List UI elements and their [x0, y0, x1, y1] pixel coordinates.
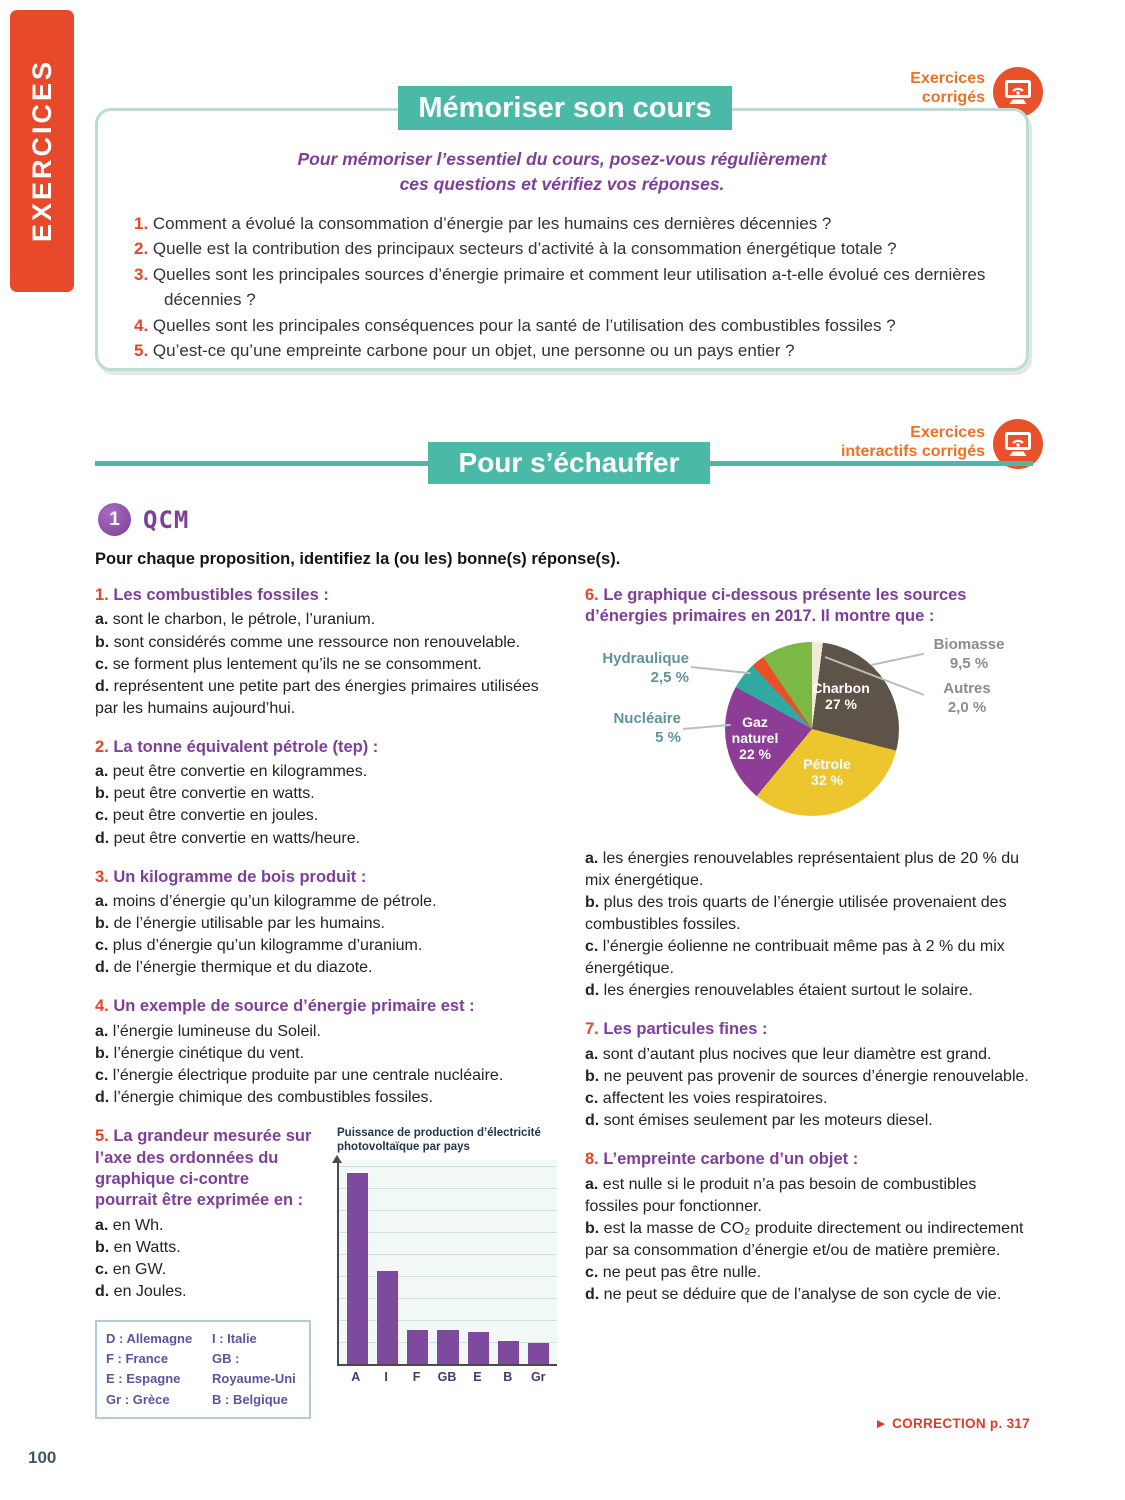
- qcm-option: d. en Joules.: [95, 1283, 187, 1301]
- legend-column: [212, 1329, 300, 1410]
- pie-label-petrole: Pétrole 32 %: [803, 755, 851, 788]
- qcm-option: b. peut être convertie en watts.: [95, 785, 315, 803]
- bar-x-label: B: [503, 1369, 513, 1384]
- bar-x-label: Gr: [530, 1369, 546, 1384]
- qcm-question-header: [95, 996, 557, 1017]
- qcm-option: c. ne peut pas être nulle.: [585, 1263, 762, 1281]
- qcm-option: c. affectent les voies respiratoires.: [585, 1090, 828, 1108]
- qcm-option: a. moins d’énergie qu’un kilogramme de pétrole.: [95, 893, 437, 911]
- qcm-question-header: [95, 1126, 313, 1212]
- question-number: 4.: [95, 997, 109, 1016]
- qcm-option: d. les énergies renouvelables étaient surtout le solaire.: [585, 982, 973, 1000]
- question-number: 1.: [95, 586, 109, 604]
- option-letter: b.: [95, 915, 110, 933]
- interactive-exercises-badge: [822, 424, 985, 462]
- option-letter: c.: [95, 1066, 109, 1084]
- qcm-question-6-options: [585, 848, 1033, 1003]
- pie-chart: [585, 634, 1033, 842]
- qcm-question: [95, 737, 557, 850]
- page-number: 100: [28, 1448, 57, 1467]
- question-number: 3.: [134, 264, 153, 284]
- option-letter: d.: [95, 959, 110, 977]
- qcm-option: c. se forment plus lentement qu’ils ne se consomment.: [95, 655, 482, 673]
- qcm-option: d. peut être convertie en watts/heure.: [95, 829, 361, 847]
- qcm-question: [585, 1019, 1033, 1132]
- question-number: 4.: [134, 315, 153, 335]
- qcm-question-header: [95, 737, 557, 758]
- legend-entry: I : Italie: [212, 1331, 257, 1347]
- bar: [407, 1330, 428, 1364]
- qcm-right-column: [585, 585, 1033, 1323]
- qcm-option: d. sont émises seulement par les moteurs diesel.: [585, 1112, 933, 1130]
- bar-chart-x-labels: [337, 1366, 557, 1386]
- memoriser-question: 4. Quelles sont les principales conséquences pour la santé de l’utilisation des combustibles fossiles ?: [134, 315, 896, 335]
- qcm-option: d. de l’énergie thermique et du diazote.: [95, 959, 373, 977]
- qcm-option: a. sont le charbon, le pétrole, l’uranium.: [95, 611, 376, 629]
- badge-line: Exercices: [910, 70, 985, 87]
- correction-reference: ► CORRECTION p. 317: [874, 1416, 1030, 1431]
- qcm-option: b. en Watts.: [95, 1238, 181, 1256]
- question-title: Les combustibles fossiles :: [108, 586, 329, 604]
- option-letter: c.: [585, 1263, 599, 1281]
- option-letter: d.: [95, 829, 110, 847]
- exercises-side-tab: [10, 10, 74, 292]
- option-letter: a.: [585, 1045, 599, 1063]
- bar-chart: [325, 1126, 557, 1419]
- bar-x-label: F: [412, 1369, 421, 1384]
- question-number: 6.: [585, 586, 599, 604]
- option-letter: d.: [95, 1089, 110, 1106]
- qcm-option: d. l’énergie chimique des combustibles fossiles.: [95, 1089, 433, 1106]
- qcm-option: c. plus d’énergie qu’un kilogramme d’uranium.: [95, 937, 423, 955]
- qcm-question-header: [95, 585, 557, 606]
- memoriser-box: [95, 108, 1029, 371]
- legend-entry: D : Allemagne: [106, 1331, 193, 1347]
- bar-x-label: GB: [437, 1369, 457, 1384]
- option-letter: c.: [95, 655, 109, 673]
- pie-label-biomasse: Biomasse 9,5 %: [933, 635, 1005, 672]
- badge-line: corrigés: [921, 88, 985, 106]
- question-number: 2.: [134, 239, 153, 259]
- legend-entry: B : Belgique: [212, 1391, 288, 1407]
- question-title: Le graphique ci-dessous présente les sources d’énergies primaires en 2017. Il montre que :: [585, 586, 967, 626]
- exercise-title: QCM: [143, 506, 190, 534]
- qcm-option: c. en GW.: [95, 1260, 167, 1278]
- bar-x-label: A: [351, 1369, 361, 1384]
- option-letter: c.: [95, 807, 109, 825]
- option-letter: b.: [95, 1238, 110, 1256]
- question-number: 1.: [134, 213, 153, 233]
- bar: [437, 1330, 458, 1364]
- option-letter: b.: [95, 633, 110, 651]
- question-number: 2.: [95, 737, 109, 756]
- legend-entry: E : Espagne: [106, 1371, 181, 1387]
- exercise-number-badge: 1: [98, 503, 131, 536]
- memoriser-banner: Mémoriser son cours: [398, 86, 732, 130]
- option-letter: b.: [585, 894, 600, 912]
- bar: [498, 1341, 519, 1364]
- bar-chart-plot-area: [337, 1160, 557, 1366]
- qcm-option: c. peut être convertie en joules.: [95, 807, 319, 825]
- option-letter: a.: [95, 611, 109, 629]
- qcm-option: c. l’énergie éolienne ne contribuait même pas à 2 % du mix énergétique.: [585, 938, 1005, 978]
- option-letter: a.: [95, 1216, 109, 1234]
- option-letter: b.: [95, 1044, 110, 1062]
- qcm-question-6-header: [585, 585, 1033, 628]
- qcm-option: d. ne peut se déduire que de l’analyse de son cycle de vie.: [585, 1286, 1002, 1303]
- qcm-option: a. les énergies renouvelables représentaient plus de 20 % du mix énergétique.: [585, 849, 1020, 889]
- qcm-question: [95, 1126, 313, 1303]
- bar: [468, 1332, 489, 1364]
- memoriser-question: 2. Quelle est la contribution des principaux secteurs d’activité à la consommation énergétique totale ?: [134, 239, 897, 259]
- badge-line: interactifs corrigés: [840, 442, 985, 460]
- question-number: 5.: [134, 341, 153, 361]
- qcm-option: a. est nulle si le produit n’a pas besoin de combustibles fossiles pour fonctionner.: [585, 1175, 977, 1215]
- qcm-option: d. représentent une petite part des énergies primaires utilisées par les humains aujourd’hui.: [95, 677, 539, 717]
- pie-label-autres: Autres 2,0 %: [943, 679, 991, 716]
- question-number: 8.: [585, 1150, 599, 1169]
- option-letter: b.: [585, 1067, 600, 1085]
- question-title: Un kilogramme de bois produit :: [108, 867, 367, 886]
- option-letter: a.: [585, 1175, 599, 1193]
- qcm-left-column: [95, 585, 557, 1419]
- badge-line: Exercices: [910, 424, 985, 441]
- leader-line: [683, 724, 731, 730]
- pie-label-gaz-naturel: Gaz naturel 22 %: [731, 713, 779, 763]
- option-letter: b.: [95, 785, 110, 803]
- question-title: La grandeur mesurée sur l’axe des ordonnées du graphique ci-contre pourrait être exprimée en :: [95, 1127, 312, 1210]
- legend-entry: F : France: [106, 1351, 169, 1367]
- question-title: La tonne équivalent pétrole (tep) :: [108, 737, 379, 756]
- qcm-question: [95, 867, 557, 980]
- question-number: 5.: [95, 1127, 109, 1146]
- qcm-option: b. l’énergie cinétique du vent.: [95, 1044, 305, 1062]
- qcm-question: [95, 585, 557, 720]
- echauffer-banner: Pour s’échauffer: [428, 442, 710, 484]
- qcm-option: a. en Wh.: [95, 1216, 164, 1234]
- option-letter: d.: [585, 982, 600, 1000]
- bar-x-label: E: [473, 1369, 482, 1384]
- memoriser-question: 5. Qu’est-ce qu’une empreinte carbone pour un objet, une personne ou un pays entier ?: [134, 341, 795, 361]
- question-number: 7.: [585, 1020, 599, 1039]
- bar: [347, 1173, 368, 1363]
- option-letter: d.: [585, 1286, 600, 1303]
- qcm-option: b. de l’énergie utilisable par les humains.: [95, 915, 385, 933]
- option-letter: a.: [95, 1022, 109, 1040]
- legend-entry: GB : Royaume-Uni: [212, 1351, 296, 1387]
- memoriser-question-list: [134, 211, 998, 364]
- qcm-questions-7-8: [585, 1019, 1033, 1306]
- qcm-option: b. est la masse de CO₂ produite directement ou indirectement par sa consommation d’énergie et/ou de matière première.: [585, 1219, 1024, 1259]
- option-letter: a.: [95, 893, 109, 911]
- pie-label-nucleaire: Nucléaire 5 %: [613, 709, 681, 746]
- bar-x-label: I: [384, 1369, 388, 1384]
- option-letter: a.: [95, 763, 109, 781]
- option-letter: c.: [95, 1260, 109, 1278]
- question-title: Un exemple de source d’énergie primaire est :: [108, 997, 475, 1016]
- qcm-option: a. peut être convertie en kilogrammes.: [95, 763, 368, 781]
- qcm-questions-1-4: [95, 585, 557, 1109]
- qcm-option: b. sont considérés comme une ressource non renouvelable.: [95, 633, 521, 651]
- question-title: L’empreinte carbone d’un objet :: [598, 1150, 859, 1169]
- leader-line: [691, 666, 751, 674]
- country-code-legend: [95, 1320, 311, 1419]
- memoriser-intro: Pour mémoriser l’essentiel du cours, posez-vous régulièrement ces questions et vérifiez vos réponses.: [297, 149, 827, 195]
- leader-line: [871, 653, 924, 666]
- qcm-question-5-text: [95, 1126, 313, 1419]
- qcm-option: a. sont d’autant plus nocives que leur diamètre est grand.: [585, 1045, 992, 1063]
- qcm-question: [95, 996, 557, 1109]
- option-letter: c.: [585, 1090, 599, 1108]
- qcm-instruction: Pour chaque proposition, identifiez la (ou les) bonne(s) réponse(s).: [95, 550, 621, 568]
- option-letter: d.: [95, 677, 110, 695]
- option-letter: c.: [585, 938, 599, 956]
- question-number: 3.: [95, 867, 109, 886]
- legend-column: [106, 1329, 200, 1410]
- qcm-question-header: [95, 867, 557, 888]
- option-letter: b.: [585, 1219, 600, 1237]
- bar: [377, 1271, 398, 1364]
- corrected-exercises-badge: [840, 70, 985, 108]
- qcm-question: [585, 1149, 1033, 1306]
- pie-label-hydraulique: Hydraulique 2,5 %: [602, 649, 689, 686]
- qcm-question-header: [585, 1149, 1033, 1170]
- memoriser-question: 3. Quelles sont les principales sources d’énergie primaire et comment leur utilisation a-t-elle évolué ces dernières décennies ?: [134, 264, 986, 310]
- qcm-question-header: [585, 585, 1033, 628]
- side-tab-label: EXERCICES: [26, 59, 57, 243]
- question-title: Les particules fines :: [598, 1020, 768, 1039]
- option-letter: a.: [585, 849, 599, 867]
- memoriser-question: 1. Comment a évolué la consommation d’énergie par les humains ces dernières décennies ?: [134, 213, 832, 233]
- bar-chart-title: Puissance de production d’électricité photovoltaïque par pays: [337, 1127, 541, 1154]
- qcm-option: c. l’énergie électrique produite par une centrale nucléaire.: [95, 1066, 504, 1084]
- option-letter: c.: [95, 937, 109, 955]
- bar: [528, 1343, 549, 1363]
- option-letter: d.: [585, 1112, 600, 1130]
- legend-entry: Gr : Grèce: [106, 1391, 170, 1407]
- qcm-option: a. l’énergie lumineuse du Soleil.: [95, 1022, 321, 1040]
- qcm-question-5-row: [95, 1126, 557, 1419]
- qcm-option: b. plus des trois quarts de l’énergie utilisée provenaient des combustibles fossiles.: [585, 894, 1007, 934]
- option-letter: d.: [95, 1283, 110, 1301]
- pie-label-charbon: Charbon 27 %: [812, 679, 870, 712]
- qcm-question-header: [585, 1019, 1033, 1040]
- qcm-option: b. ne peuvent pas provenir de sources d’énergie renouvelable.: [585, 1067, 1029, 1085]
